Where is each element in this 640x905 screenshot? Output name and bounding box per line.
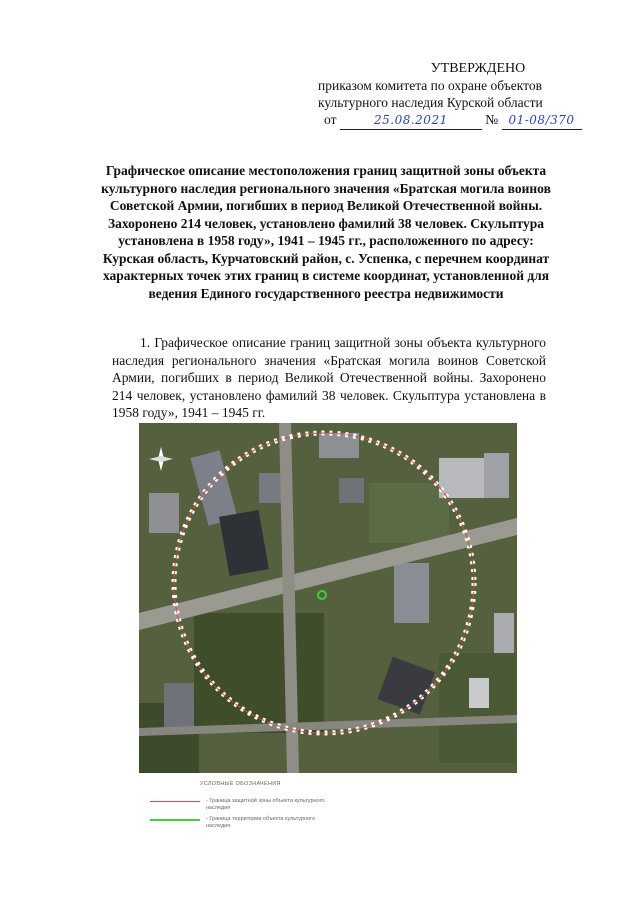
building [439, 458, 484, 498]
building [319, 433, 359, 458]
number-prefix: № [485, 112, 499, 127]
satellite-map [139, 423, 517, 773]
approval-line-1: приказом комитета по охране объектов [318, 78, 542, 93]
date-handwritten: 25.08.2021 [374, 113, 448, 127]
legend-swatch-red [150, 801, 200, 802]
park-area [194, 613, 324, 733]
approval-date-number-row [318, 111, 598, 130]
approval-stamp [318, 60, 598, 130]
legend-label: - Граница территории объекта культурного наследия [206, 816, 316, 829]
document-title: Графическое описание местоположения границ защитной зоны объекта культурного наследия регионального значения «Братская могила воинов Советской Армии, погибших в период Великой Отечественной войны. Захоронено 214 человек, установлено фамилий 38 человек. Скульптура установлена в 1958 году», 1941 – 1945 гг., расположенного по адресу: Курская область, Курчатовский район, с. Успенка, с перечнем координат характерных точек этих границ в системе координат, установленной для ведения Единого государственного реестра недвижимости [101, 163, 551, 301]
date-prefix: от [324, 112, 337, 127]
date-field [340, 111, 482, 130]
legend-swatch-green [150, 819, 200, 821]
number-field [502, 111, 582, 130]
approval-line-2: культурного наследия Курской области [318, 95, 543, 110]
building [494, 613, 514, 653]
building [339, 478, 364, 503]
description-paragraph [112, 334, 546, 422]
approval-heading: УТВЕРЖДЕНО [430, 61, 526, 76]
legend-label: - Граница защитной зоны объекта культурного наследия [206, 798, 325, 811]
map-svg [139, 423, 517, 773]
building [469, 678, 489, 708]
description-text: 1. Графическое описание границ защитной зоны объекта культурного наследия регионального значения «Братская могила воинов Советской Армии, погибших в период Великой Отечественной войны. Захоронено 214 человек, установлено фамилий 38 человек. Скульптура установлена в 1958 году», 1941 – 1945 гг. [112, 335, 546, 420]
number-handwritten: 01-08/370 [508, 113, 575, 127]
building [484, 453, 509, 498]
building [164, 683, 194, 728]
building [149, 493, 179, 533]
legend-title: УСЛОВНЫЕ ОБОЗНАЧЕНИЯ [200, 781, 281, 787]
building [394, 563, 429, 623]
